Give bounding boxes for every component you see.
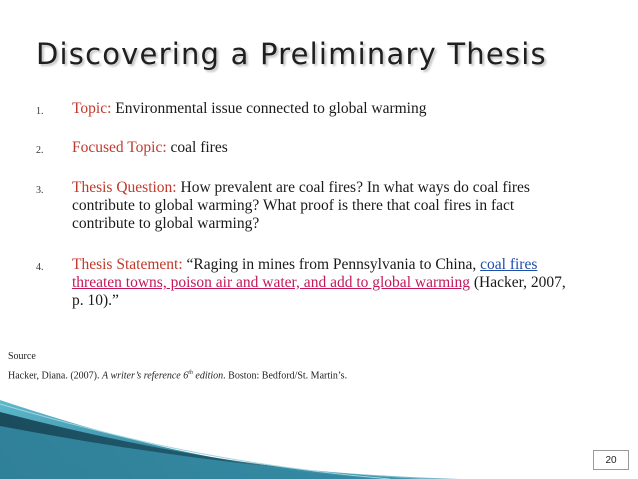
item-text: How prevalent are coal fires? In what ways do coal fires contribute to global warming? What proof is there that coal fires in fact contribute to global warming? [72,179,530,232]
list-number: 1. [36,106,44,117]
item-label: Thesis Statement: [72,256,183,273]
page-number: 20 [593,450,629,470]
slide-title: Discovering a Preliminary Thesis [36,37,547,71]
item-text: coal fires [166,139,228,156]
item-label: Thesis Question: [72,179,177,196]
list-number: 2. [36,145,44,156]
item-label: Topic: [72,100,112,117]
citation-title: A writer’s reference 6 [102,370,189,382]
citation-publisher: . Boston: Bedford/St. Martin’s. [223,370,348,382]
source-heading: Source [8,351,36,362]
citation-author: Hacker, Diana. (2007). [8,370,103,382]
item-text-end: (Hacker, 2007, p. 10).” [72,274,566,309]
threaten-towns-link[interactable]: threaten towns, poison air and water, and add to global warming [72,274,470,291]
coal-fires-link[interactable]: coal fires [480,256,538,273]
citation-title-end: edition [192,370,224,382]
citation-superscript: th [188,370,193,376]
item-text: “Raging in mines from Pennsylvania to China, [182,256,481,273]
item-label: Focused Topic: [72,139,167,156]
list-number: 4. [36,262,44,273]
list-number: 3. [36,185,44,196]
item-text: Environmental issue connected to global warming [111,100,427,117]
